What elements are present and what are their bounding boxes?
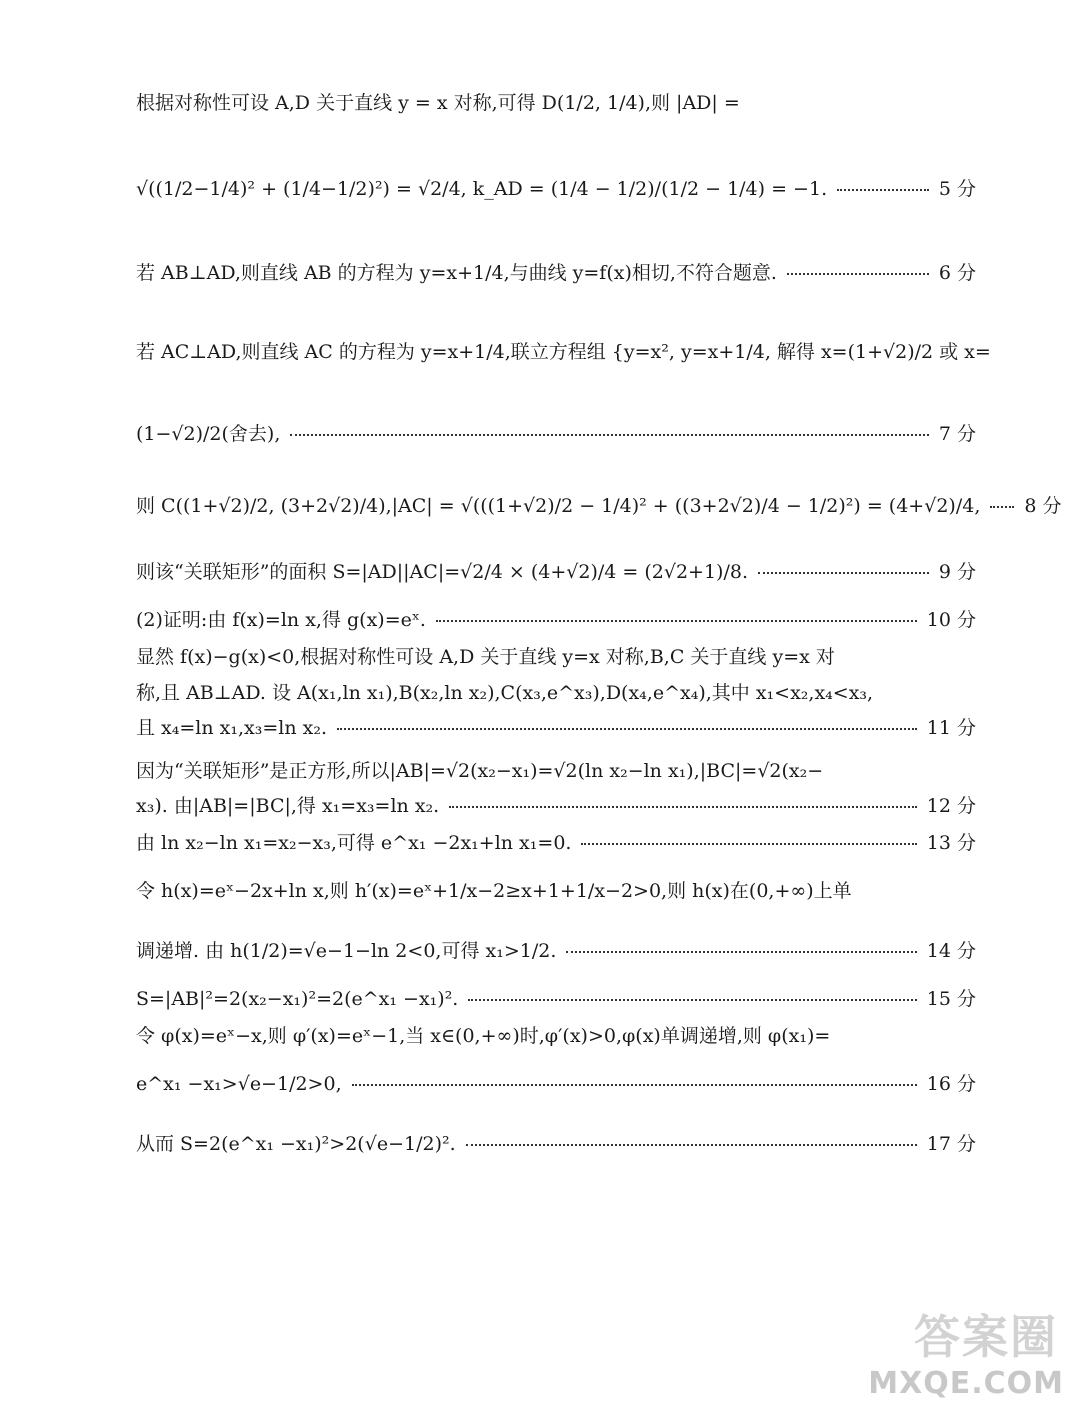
leader-dots [449,806,917,808]
solution-line-16 [136,942,976,961]
leader-dots [352,1084,917,1086]
solution-line-18 [136,1027,976,1046]
line-text: 根据对称性可设 A,D 关于直线 y = x 对称,可得 D(1/2, 1/4),则 |AD| = [136,92,740,114]
line-text: (1−√2)/2(舍去), [136,423,281,445]
leader-dots [581,843,916,845]
score-label: 7 分 [938,423,976,445]
score-label: 5 分 [938,178,976,200]
leader-dots [787,273,929,275]
line-text: 若 AC⊥AD,则直线 AC 的方程为 y=x+1/4,联立方程组 {y=x², y=x+1/4, 解得 x=(1+√2)/2 或 x= [136,341,991,363]
score-label: 17 分 [926,1133,976,1155]
leader-dots [990,506,1014,508]
solution-line-9 [136,648,976,667]
score-label: 8 分 [1024,495,1062,517]
line-text: e^x₁ −x₁>√e−1/2>0, [136,1073,342,1095]
leader-dots [837,189,929,191]
score-label: 11 分 [926,717,976,739]
solution-line-2 [136,180,976,199]
score-label: 14 分 [926,940,976,962]
solution-line-12 [136,762,976,781]
solution-line-1 [136,94,976,113]
leader-dots [468,999,916,1001]
solution-line-10 [136,684,976,703]
line-text: x₃). 由|AB|=|BC|,得 x₁=x₃=ln x₂. [136,795,440,817]
line-text: 称,且 AB⊥AD. 设 A(x₁,ln x₁),B(x₂,ln x₂),C(x₃,e^x₃),D(x₄,e^x₄),其中 x₁<x₂,x₄<x₃, [136,682,874,704]
watermark-logo: 答案圈 [914,1310,1058,1364]
solution-line-15 [136,882,976,901]
line-text: 调递增. 由 h(1/2)=√e−1−ln 2<0,可得 x₁>1/2. [136,940,557,962]
line-text: 因为“关联矩形”是正方形,所以|AB|=√2(x₂−x₁)=√2(ln x₂−ln x₁),|BC|=√2(x₂− [136,760,824,782]
score-label: 16 分 [926,1073,976,1095]
solution-line-7 [136,563,976,582]
line-text: 则该“关联矩形”的面积 S=|AD||AC|=√2/4 × (4+√2)/4 = (2√2+1)/8. [136,561,748,583]
line-text: 令 h(x)=eˣ−2x+ln x,则 h′(x)=eˣ+1/x−2≥x+1+1/x−2>0,则 h(x)在(0,+∞)上单 [136,880,852,902]
solution-line-17 [136,990,976,1009]
leader-dots [436,620,917,622]
score-label: 10 分 [926,609,976,631]
leader-dots [337,728,917,730]
line-text: (2)证明:由 f(x)=ln x,得 g(x)=eˣ. [136,609,426,631]
solution-line-4 [136,341,991,363]
solution-line-3 [136,264,976,283]
solution-line-14 [136,834,976,853]
line-text: 从而 S=2(e^x₁ −x₁)²>2(√e−1/2)². [136,1133,456,1155]
line-text: S=|AB|²=2(x₂−x₁)²=2(e^x₁ −x₁)². [136,988,459,1010]
leader-dots [566,951,916,953]
leader-dots [758,572,929,574]
line-text: 且 x₄=ln x₁,x₃=ln x₂. [136,717,327,739]
line-text: 令 φ(x)=eˣ−x,则 φ′(x)=eˣ−1,当 x∈(0,+∞)时,φ′(x)>0,φ(x)单调递增,则 φ(x₁)= [136,1025,831,1047]
solution-line-11 [136,719,976,738]
score-label: 6 分 [938,262,976,284]
line-text: 则 C((1+√2)/2, (3+2√2)/4),|AC| = √(((1+√2)/2 − 1/4)² + ((3+2√2)/4 − 1/2)²) = (4+√2)/4, [136,495,981,517]
solution-line-8 [136,611,976,630]
line-text: 由 ln x₂−ln x₁=x₂−x₃,可得 e^x₁ −2x₁+ln x₁=0. [136,832,572,854]
line-text: √((1/2−1/4)² + (1/4−1/2)²) = √2/4, k_AD = (1/4 − 1/2)/(1/2 − 1/4) = −1. [136,178,828,200]
score-label: 9 分 [938,561,976,583]
line-text: 显然 f(x)−g(x)<0,根据对称性可设 A,D 关于直线 y=x 对称,B,C 关于直线 y=x 对 [136,646,835,668]
leader-dots [290,434,928,436]
solution-line-20 [136,1135,976,1154]
solution-line-5 [136,425,976,444]
leader-dots [466,1144,917,1146]
solution-line-6 [136,495,1062,517]
solution-line-19 [136,1075,976,1094]
watermark-url: MXQE.COM [868,1366,1064,1401]
score-label: 12 分 [926,795,976,817]
line-text: 若 AB⊥AD,则直线 AB 的方程为 y=x+1/4,与曲线 y=f(x)相切,不符合题意. [136,262,777,284]
solution-line-13 [136,797,976,816]
score-label: 15 分 [926,988,976,1010]
score-label: 13 分 [926,832,976,854]
